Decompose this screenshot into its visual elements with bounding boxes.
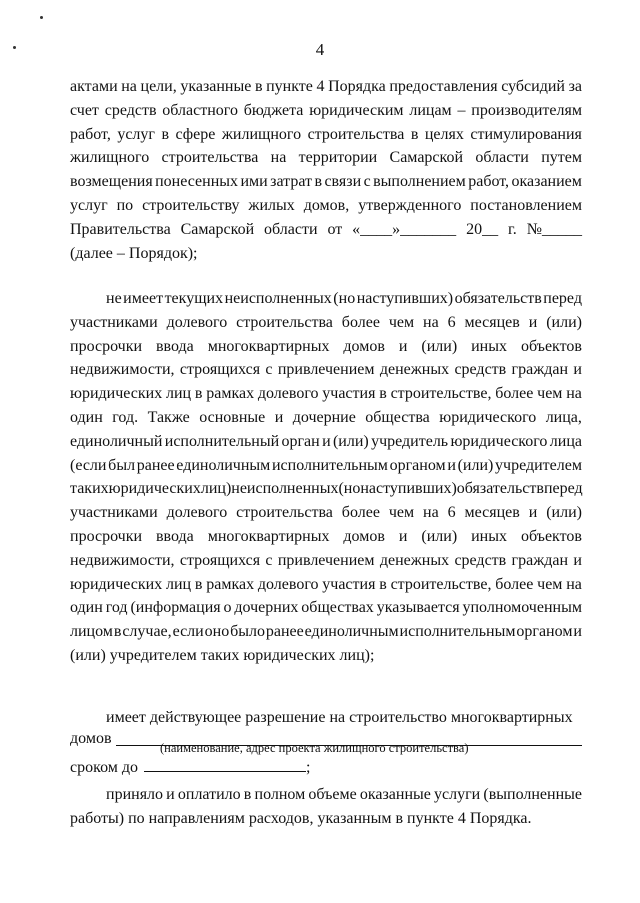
paragraph1-line: Правительства Самарской области от «____»_______ 20__ г. №_____	[70, 220, 582, 238]
paragraph2-line: таких юридических лиц) неисполненных (но наступивших) обязательств перед	[70, 480, 583, 498]
paragraph1-line: работ, услуг в сфере жилищного строительства в целях стимулирования	[70, 125, 582, 143]
paragraph1-line: жилищного строительства на территории Самарской области путем	[70, 149, 582, 167]
page-number: 4	[315, 40, 325, 59]
paragraph-4	[70, 783, 582, 831]
paragraph2-line: лицом в случае, если оно было ранее единоличным исполнительным органом и	[70, 623, 582, 641]
paragraph2-line: один год (информация о дочерних обществах указывается уполномоченным	[70, 599, 582, 617]
paragraph-2	[70, 287, 582, 668]
paragraph1-line: счет средств областного бюджета юридическим лицам – производителям	[70, 101, 582, 119]
paragraph-1	[70, 75, 582, 265]
paragraph1-line: актами на цели, указанные в пункте 4 Порядка предоставления субсидий за	[70, 78, 582, 95]
paragraph1-line: (далее – Порядок);	[70, 244, 198, 262]
paragraph2-line: один год. Также основные и дочерние общества юридического лица,	[70, 408, 582, 426]
paragraph2-line: участниками долевого строительства более чем на 6 месяцев и (или)	[70, 504, 582, 522]
houses-label: домов	[70, 729, 112, 747]
paragraph2-line: не имеет текущих неисполненных (но наступивших) обязательств перед	[106, 290, 582, 307]
project-caption: (наименование, адрес проекта жилищного строительства)	[160, 741, 469, 755]
paragraph-3-line: имеет действующее разрешение на строительство многоквартирных	[106, 709, 573, 726]
paragraph2-line: (или) учредителем таких юридических лиц);	[70, 646, 375, 664]
term-line-block	[70, 756, 582, 780]
paragraph1-line: услуг по строительству жилых домов, утвержденного постановлением	[70, 196, 582, 214]
paragraph2-line: просрочки ввода многоквартирных домов и (или) иных объектов	[70, 527, 582, 545]
paragraph2-line: участниками долевого строительства более чем на 6 месяцев и (или)	[70, 313, 582, 331]
paragraph1-line: возмещения понесенных ими затрат в связи с выполнением работ, оказанием	[70, 173, 582, 191]
paragraph2-line: (если был ранее единоличным исполнительным органом и (или) учредителем	[70, 456, 582, 474]
term-label: сроком до	[70, 759, 139, 776]
paragraph2-line: просрочки ввода многоквартирных домов и (или) иных объектов	[70, 337, 582, 355]
paragraph2-line: юридических лиц в рамках долевого участия в строительстве, более чем на	[70, 385, 582, 403]
term-date-blank	[144, 756, 306, 772]
paragraph4-line: приняло и оплатило в полном объеме оказанные услуги (выполненные	[106, 786, 582, 803]
paragraph2-line: недвижимости, строящихся с привлечением денежных средств граждан и	[70, 551, 582, 569]
paragraph4-line: работы) по направлениям расходов, указанным в пункте 4 Порядка.	[70, 809, 532, 827]
paragraph2-line: юридических лиц в рамках долевого участия в строительстве, более чем на	[70, 575, 582, 593]
term-line	[70, 756, 582, 780]
term-end: ;	[306, 759, 311, 776]
scan-speck	[40, 16, 43, 19]
paragraph2-line: недвижимости, строящихся с привлечением денежных средств граждан и	[70, 361, 582, 379]
paragraph2-line: единоличный исполнительный орган и (или) учредитель юридического лица	[70, 432, 582, 450]
